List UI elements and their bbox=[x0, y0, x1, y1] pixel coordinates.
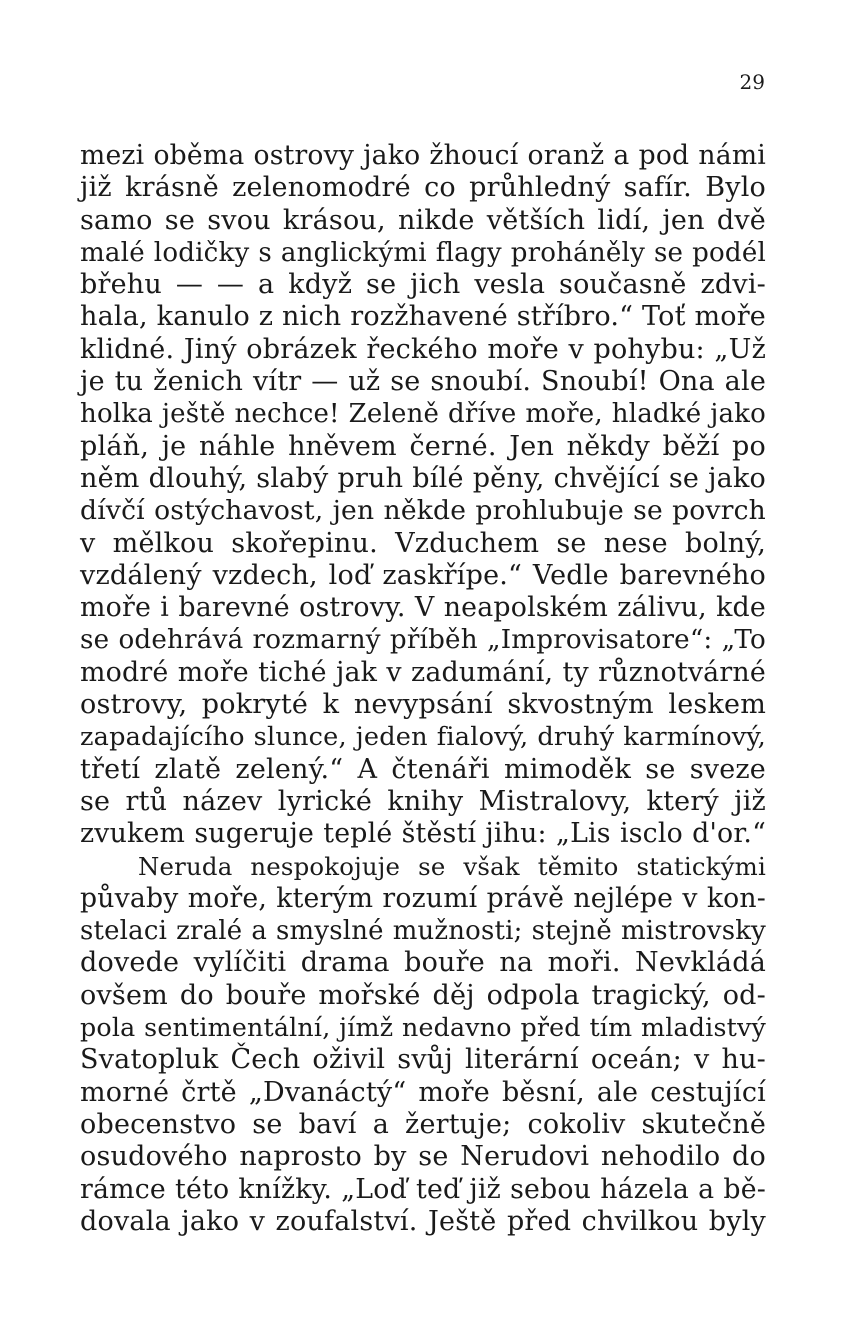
text-line: mezi oběma ostrovy jako žhoucí oranž a pod námi bbox=[80, 140, 766, 171]
text-line: je tu ženich vítr — už se snoubí. Snoubí! Ona ale bbox=[80, 366, 766, 398]
text-line: ostrovy, pokryté k nevypsání skvostným leskem bbox=[80, 689, 766, 721]
text-line: třetí zlatě zelený.“ A čtenáři mimoděk se sveze bbox=[80, 753, 766, 785]
text-line: zvukem sugeruje teplé štěstí jihu: „Lis isclo d'or.“ bbox=[80, 818, 766, 850]
text-line: dovede vylíčiti drama bouře na moři. Nevkládá bbox=[80, 947, 766, 979]
text-line: osudového naprosto by se Nerudovi nehodilo do bbox=[80, 1141, 766, 1173]
paragraph-2 bbox=[80, 851, 766, 1239]
text-line: dovala jako v zoufalství. Ještě před chvilkou byly bbox=[80, 1205, 766, 1237]
body-text bbox=[80, 140, 766, 1238]
text-line: klidné. Jiný obrázek řeckého moře v pohybu: „Už bbox=[80, 333, 766, 365]
text-line: pola sentimentální, jímž nedavno před tím mladistvý bbox=[80, 1013, 766, 1043]
text-line: moře i barevné ostrovy. V neapolském zálivu, kde bbox=[80, 592, 766, 624]
text-line: obecenstvo se baví a žertuje; cokoliv skutečně bbox=[80, 1108, 766, 1140]
text-line: rámce této knížky. „Loď teď již sebou házela a bě- bbox=[80, 1173, 766, 1205]
paragraph-1 bbox=[80, 140, 766, 851]
text-line: Neruda nespokojuje se však těmito statickými bbox=[138, 851, 766, 881]
text-line: holka ještě nechce! Zeleně dříve moře, hladké jako bbox=[80, 399, 766, 430]
text-line: půvaby moře, kterým rozumí právě nejlépe v kon- bbox=[80, 882, 766, 914]
text-line: morné črtě „Dvanáctý“ moře běsní, ale cestující bbox=[80, 1076, 766, 1108]
text-line: se odehrává rozmarný příběh „Improvisatore“: „To bbox=[80, 625, 766, 656]
text-line: malé lodičky s anglickými flagy proháněly se podél bbox=[80, 237, 766, 268]
text-line: v mělkou skořepinu. Vzduchem se nese bolný, bbox=[80, 527, 766, 559]
text-line: samo se svou krásou, nikde větších lidí, jen dvě bbox=[80, 204, 766, 236]
text-line: již krásně zelenomodré co průhledný safír. Bylo bbox=[80, 172, 766, 204]
text-line: pláň, je náhle hněvem černé. Jen někdy běží po bbox=[80, 430, 766, 462]
text-line: vzdálený vzdech, loď zaskřípe.“ Vedle barevného bbox=[80, 559, 766, 591]
page-number: 29 bbox=[739, 70, 765, 94]
text-line: dívčí ostýchavost, jen někde prohlubuje se povrch bbox=[80, 495, 766, 527]
text-line: modré moře tiché jak v zadumání, ty různotvárné bbox=[80, 656, 766, 688]
text-line: zapadajícího slunce, jeden fialový, druhý karmínový, bbox=[80, 722, 766, 753]
text-line: něm dlouhý, slabý pruh bílé pěny, chvějící se jako bbox=[80, 462, 766, 494]
text-line: Svatopluk Čech oživil svůj literární oceán; v hu- bbox=[80, 1044, 766, 1076]
text-line: se rtů název lyrické knihy Mistralovy, který již bbox=[80, 785, 766, 817]
text-line: ovšem do bouře mořské děj odpola tragický, od- bbox=[80, 979, 766, 1011]
text-line: stelaci zralé a smyslné mužnosti; stejně mistrovsky bbox=[80, 916, 766, 947]
text-line: břehu — — a když se jich vesla současně zdvi- bbox=[80, 269, 766, 301]
text-line: hala, kanulo z nich rozžhavené stříbro.“ Toť moře bbox=[80, 301, 766, 333]
